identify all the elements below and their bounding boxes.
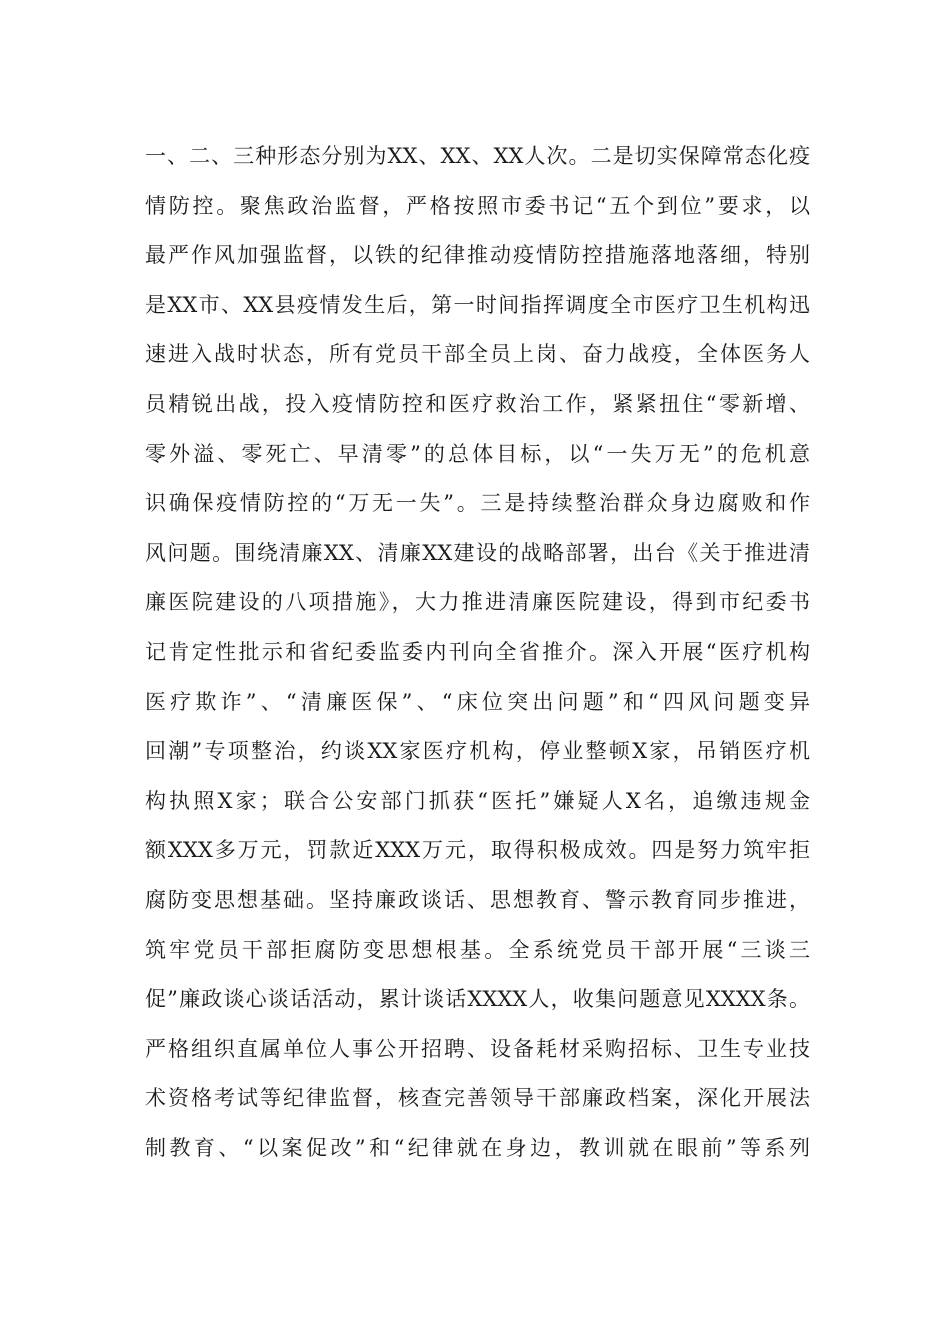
text-line: 记肯定性批示和省纪委监委内刊向全省推介。深入开展“医疗机构	[145, 639, 810, 664]
text-line: 构执照X家；联合公安部门抓获“医托”嫌疑人X名，追缴违规金	[145, 788, 810, 813]
text-line: 一、二、三种形态分别为XX、XX、XX人次。二是切实保障常态化疫	[145, 144, 810, 168]
text-line: 制教育、“以案促改”和“纪律就在身边，教训就在眼前”等系列	[145, 1135, 810, 1160]
text-line: 促”廉政谈心谈话活动，累计谈话XXXX人，收集问题意见XXXX条。	[145, 987, 810, 1012]
text-line: 零外溢、零死亡、早清零”的总体目标，以“一失万无”的危机意	[145, 441, 810, 466]
text-line: 筑牢党员干部拒腐防变思想根基。全系统党员干部开展“三谈三	[145, 937, 810, 962]
text-line: 最严作风加强监督，以铁的纪律推动疫情防控措施落地落细，特别	[145, 243, 810, 268]
text-line: 是XX市、XX县疫情发生后，第一时间指挥调度全市医疗卫生机构迅	[145, 292, 810, 317]
text-line: 回潮”专项整治，约谈XX家医疗机构，停业整顿X家，吊销医疗机	[145, 739, 810, 764]
body-text	[145, 132, 810, 1173]
text-line: 医疗欺诈”、“清廉医保”、“床位突出问题”和“四风问题变异	[145, 689, 810, 714]
text-line: 速进入战时状态，所有党员干部全员上岗、奋力战疫，全体医务人	[145, 342, 810, 367]
text-line: 风问题。围绕清廉XX、清廉XX建设的战略部署，出台《关于推进清	[145, 540, 810, 565]
text-line: 廉医院建设的八项措施》，大力推进清廉医院建设，得到市纪委书	[145, 590, 810, 615]
text-line: 员精锐出战，投入疫情防控和医疗救治工作，紧紧扭住“零新增、	[145, 391, 810, 416]
text-line: 额XXX多万元，罚款近XXX万元，取得积极成效。四是努力筑牢拒	[145, 838, 810, 863]
text-line: 术资格考试等纪律监督，核查完善领导干部廉政档案，深化开展法	[145, 1086, 810, 1111]
text-line: 腐防变思想基础。坚持廉政谈话、思想教育、警示教育同步推进，	[145, 887, 810, 912]
text-line: 情防控。聚焦政治监督，严格按照市委书记“五个到位”要求，以	[145, 193, 810, 218]
text-line: 识确保疫情防控的“万无一失”。三是持续整治群众身边腐败和作	[145, 491, 810, 516]
text-line: 严格组织直属单位人事公开招聘、设备耗材采购招标、卫生专业技	[145, 1036, 810, 1061]
